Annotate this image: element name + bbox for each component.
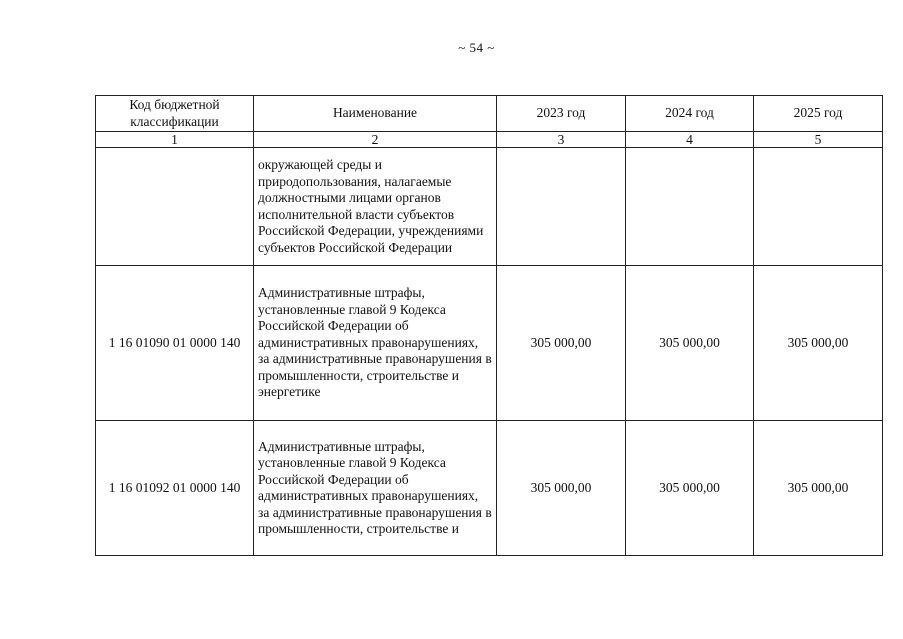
column-number-row xyxy=(96,132,883,148)
column-number: 2 xyxy=(254,132,497,148)
column-number: 3 xyxy=(497,132,626,148)
table-header-row xyxy=(96,96,883,132)
table-row xyxy=(96,421,883,556)
column-number: 4 xyxy=(626,132,754,148)
header-2023: 2023 год xyxy=(497,96,626,132)
row-name xyxy=(254,421,497,556)
row-amount-2025 xyxy=(754,148,883,266)
row-code: 1 16 01092 01 0000 140 xyxy=(96,421,254,556)
row-code xyxy=(96,148,254,266)
row-amount-2025: 305 000,00 xyxy=(754,421,883,556)
row-amount-2025: 305 000,00 xyxy=(754,266,883,421)
row-name xyxy=(254,148,497,266)
header-2025: 2025 год xyxy=(754,96,883,132)
column-number: 1 xyxy=(96,132,254,148)
row-amount-2023: 305 000,00 xyxy=(497,266,626,421)
header-code: Код бюджетной классификации xyxy=(96,96,254,132)
row-code: 1 16 01090 01 0000 140 xyxy=(96,266,254,421)
budget-table xyxy=(95,95,883,556)
row-amount-2023 xyxy=(497,148,626,266)
column-number: 5 xyxy=(754,132,883,148)
header-2024: 2024 год xyxy=(626,96,754,132)
row-amount-2024: 305 000,00 xyxy=(626,266,754,421)
row-amount-2024 xyxy=(626,148,754,266)
table-row xyxy=(96,148,883,266)
row-name-text: Административные штрафы, установленные главой 9 Кодекса Российской Федерации об административных правонарушениях, за административные правонарушения в промышленности, строительстве и xyxy=(258,438,492,536)
header-name: Наименование xyxy=(254,96,497,132)
row-name-text: окружающей среды и природопользования, налагаемые должностными лицами органов исполнительной власти субъектов Российской Федерации, учреждениями субъектов Российской Федерации xyxy=(258,157,484,255)
row-amount-2024: 305 000,00 xyxy=(626,421,754,556)
row-amount-2023: 305 000,00 xyxy=(497,421,626,556)
row-name xyxy=(254,266,497,421)
row-name-text: Административные штрафы, установленные главой 9 Кодекса Российской Федерации об административных правонарушениях, за административные правонарушения в промышленности, строительстве и энергетике xyxy=(258,285,492,400)
page-number: ~ 54 ~ xyxy=(458,40,495,55)
table-row xyxy=(96,266,883,421)
